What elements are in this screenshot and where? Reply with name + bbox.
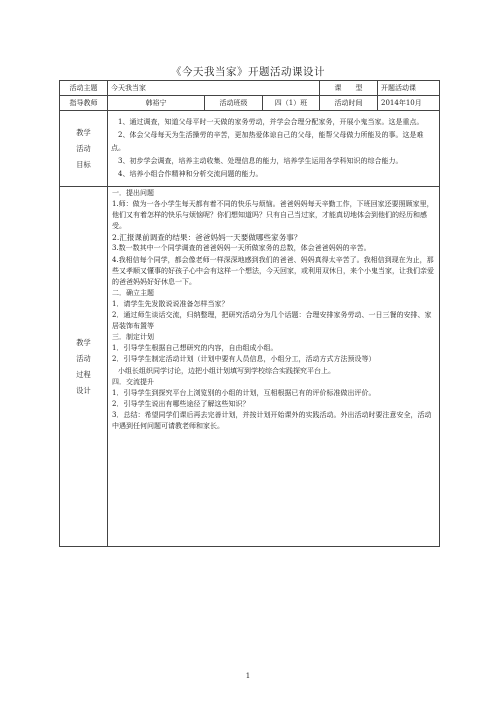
time-label: 活动时间 [320, 96, 378, 111]
process-label-line: 过程 [76, 369, 91, 379]
goals-label-line: 活动 [76, 143, 91, 153]
page-number: 1 [245, 672, 251, 680]
section-heading: 四．交流提升 [112, 377, 154, 386]
row-process [60, 187, 440, 547]
process-label-line: 活动 [76, 353, 91, 363]
goal-item: 4、培养小组合作精神和分析交流问题的能力。 [118, 170, 263, 178]
process-line: 小组长组织同学讨论，边把小组计划填写到学校综合实践探究平台上。 [118, 366, 335, 375]
theme-value: 今天我当家 [108, 81, 320, 96]
process-line: 2．通过师生谈话交流，归纳整理，把研究活动分为几个话题：合理安排家务劳动、一日三餐的安排、家居装饰布置等 [112, 311, 432, 331]
section-heading: 一．提出问题 [112, 189, 154, 197]
process-line: 2．引导学生说出有哪些途径了解这些知识？ [112, 399, 250, 408]
goals-label [60, 111, 108, 187]
section-heading: 二．确立主题 [112, 288, 154, 297]
process-line: 3.数一数其中一个同学调查的爸爸妈妈一天所做家务的总数，体会爸爸妈妈的辛苦。 [112, 244, 371, 253]
process-label-line: 教学 [76, 337, 91, 347]
process-line: 1．请学生先发散说说准备怎样当家？ [112, 299, 229, 308]
goals-content [108, 111, 440, 187]
process-label [60, 187, 108, 547]
type-label: 课 型 [320, 81, 378, 96]
goals-label-line: 教学 [76, 127, 91, 137]
document-title: 《今天我当家》开题活动课设计 [171, 66, 325, 78]
row-teacher [60, 96, 440, 111]
row-goals [60, 111, 440, 187]
process-line: 1．引导学生根据自己想研究的内容，自由组成小组。 [112, 344, 278, 353]
theme-label: 活动主题 [60, 81, 108, 96]
process-line: 1.师：做为一各小学生每天都有着不同的快乐与烦恼。爸爸妈妈每天辛勤工作，下班回家还要照顾家里，他们又有着怎样的快乐与烦恼呢？你们想知道吗？只有自己当过家，才能真切地体会到他们的经历和感受。 [112, 200, 434, 231]
process-line: 3．总结：希望同学们课后再去完善计划，并按计划开始课外的实践活动。外出活动时要注意安全，活动中遇到任何问题可请教老师和家长。 [112, 410, 432, 430]
class-value: 四（1）班 [263, 96, 320, 111]
goal-item: 2、体会父母每天为生活操劳的辛苦，更加热爱体谅自己的父母，能帮父母做力所能及的事。这是难点。 [111, 131, 424, 152]
goal-item: 1、通过调查，知道父母平时一天做的家务劳动，并学会合理分配家务，开展小鬼当家。这是重点。 [118, 118, 424, 126]
section-heading: 三．制定计划 [112, 333, 154, 342]
teacher-label: 指导教师 [60, 96, 108, 111]
process-label-line: 设计 [76, 385, 91, 395]
type-value: 开题活动课 [378, 81, 440, 96]
row-theme [60, 81, 440, 96]
teacher-value: 韩裕宁 [108, 96, 205, 111]
goal-item: 3、初步学会调查，培养主动收集、处理信息的能力，培养学生运用各学科知识的综合能力。 [118, 157, 403, 165]
goals-label-line: 目标 [76, 159, 91, 169]
process-line: 1．引导学生到探究平台上浏览别的小组的计划，互相根据已有的评价标准做出评价。 [112, 388, 376, 397]
process-line: 2.汇报课前调查的结果：爸爸妈妈一天要做哪些家务事？ [112, 233, 302, 243]
time-value: 2014年10月 [378, 96, 440, 111]
process-content [108, 187, 440, 547]
process-line: 2．引导学生制定活动计划（计划中要有人员信息，小组分工，活动方式方法预设等） [112, 355, 376, 364]
lesson-plan-table [59, 80, 440, 547]
class-label: 活动班级 [205, 96, 263, 111]
process-line: 4.我相信每个同学，都会像老师一样深深地感到我们的爸爸、妈妈真得太辛苦了。我相信到现在为止，那些又孝顺又懂事的好孩子心中会有这样一个想法，今天回家，或利用双休日，来个小鬼当家，让我们亲爱的爸爸妈妈好好休息一下。 [112, 255, 434, 286]
